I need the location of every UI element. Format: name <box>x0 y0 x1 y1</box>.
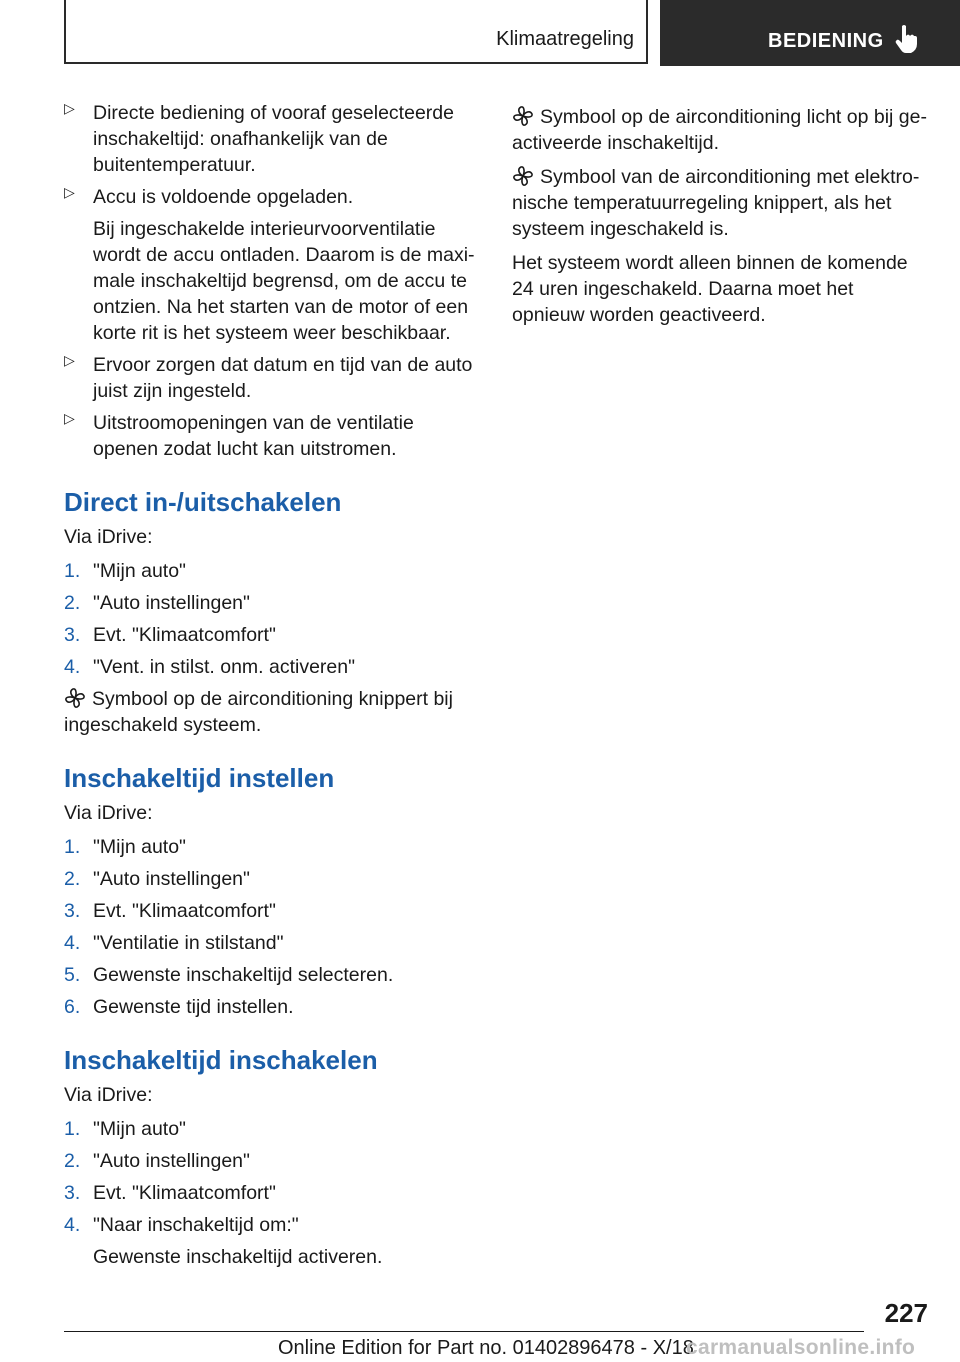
step-number: 2. <box>64 592 81 614</box>
step-text: Evt. "Klimaatcomfort" <box>93 900 276 922</box>
step-text: "Auto instellingen" <box>93 868 250 890</box>
step-number: 3. <box>64 900 81 922</box>
step-text: "Auto instellingen" <box>93 592 250 614</box>
via-idrive-label: Via iDrive: <box>64 526 153 548</box>
list-item <box>64 352 480 404</box>
step-text: "Mijn auto" <box>93 560 186 582</box>
step-item <box>64 962 480 988</box>
step-item <box>64 898 480 924</box>
symbol-note-text: Symbool van de airconditioning met elektronische temperatuurregeling knippert, als het systeem ingeschakeld is. <box>512 166 920 240</box>
bullet-text: Ervoor zorgen dat datum en tijd van de auto juist zijn ingesteld. <box>93 354 473 402</box>
step-text: Evt. "Klimaatcomfort" <box>93 1182 276 1204</box>
edition-footer: Online Edition for Part no. 01402896478 - X/18 <box>278 1337 694 1359</box>
list-item <box>64 100 480 178</box>
steps-list-activate-time <box>64 1116 480 1270</box>
bullet-text: Directe bediening of vooraf geselecteerde inschakeltijd: onafhankelijk van de buitentemperatuur. <box>93 102 454 176</box>
footer-divider <box>64 1331 864 1332</box>
step-item <box>64 994 480 1020</box>
symbol-note <box>512 164 928 242</box>
triangle-bullet-icon: ▷ <box>64 100 75 116</box>
step-number: 6. <box>64 996 81 1018</box>
left-column <box>64 100 480 1276</box>
step-item <box>64 558 480 584</box>
step-number: 4. <box>64 1214 81 1236</box>
list-item <box>64 184 480 346</box>
page-number: 227 <box>884 1298 928 1328</box>
step-text: "Ventilatie in stilstand" <box>93 932 284 954</box>
step-item <box>64 654 480 680</box>
section-heading-activate-time: Inschakeltijd inschakelen <box>64 1045 378 1075</box>
step-item <box>64 1212 480 1270</box>
header-section-title: Klimaatregeling <box>496 28 634 50</box>
step-item <box>64 590 480 616</box>
symbol-note <box>512 104 928 156</box>
step-item <box>64 1116 480 1142</box>
watermark-logo: carmanualsonline.info <box>686 1336 916 1359</box>
step-item <box>64 1180 480 1206</box>
hand-pointer-icon <box>894 24 920 54</box>
step-item <box>64 866 480 892</box>
step-text: Evt. "Klimaatcomfort" <box>93 624 276 646</box>
step-subtext: Gewenste inschakeltijd activeren. <box>93 1246 383 1268</box>
step-number: 4. <box>64 932 81 954</box>
bullet-text: Accu is voldoende opgeladen. <box>93 186 354 208</box>
bullet-text: Uitstroomopeningen van de ventilatie openen zodat lucht kan uitstromen. <box>93 412 414 460</box>
steps-list-direct <box>64 558 480 680</box>
triangle-bullet-icon: ▷ <box>64 184 75 200</box>
bullet-note: Bij ingeschakelde interieurvoorventilatie wordt de accu ontladen. Daarom is de maximale inschakeltijd begrensd, om de accu te ontzien. Na het starten van de motor of een korte rit is het systeem weer beschikbaar. <box>93 218 475 344</box>
list-item <box>64 410 480 462</box>
steps-list-set-time <box>64 834 480 1020</box>
step-number: 4. <box>64 656 81 678</box>
step-text: "Mijn auto" <box>93 836 186 858</box>
symbol-note-text: Symbool op de airconditioning licht op bij geactiveerde inschakeltijd. <box>512 106 927 154</box>
step-text: Gewenste inschakeltijd selecteren. <box>93 964 394 986</box>
step-number: 1. <box>64 836 81 858</box>
step-text: "Naar inschakeltijd om:" <box>93 1214 299 1236</box>
section-heading-direct: Direct in-/uitschakelen <box>64 487 342 517</box>
step-item <box>64 834 480 860</box>
triangle-bullet-icon: ▷ <box>64 410 75 426</box>
step-item <box>64 1148 480 1174</box>
step-number: 2. <box>64 868 81 890</box>
step-number: 3. <box>64 624 81 646</box>
fan-icon <box>64 687 86 709</box>
triangle-bullet-icon: ▷ <box>64 352 75 368</box>
header-chapter-title: BEDIENING <box>768 30 884 52</box>
chapter-tab <box>660 0 960 66</box>
symbol-note <box>64 686 480 738</box>
fan-icon <box>512 165 534 187</box>
via-idrive-label: Via iDrive: <box>64 802 153 824</box>
step-text: "Vent. in stilst. onm. activeren" <box>93 656 356 678</box>
step-number: 1. <box>64 560 81 582</box>
section-heading-set-time: Inschakeltijd instellen <box>64 763 335 793</box>
fan-icon <box>512 105 534 127</box>
step-text: "Mijn auto" <box>93 1118 186 1140</box>
step-text: Gewenste tijd instellen. <box>93 996 294 1018</box>
step-number: 2. <box>64 1150 81 1172</box>
step-number: 1. <box>64 1118 81 1140</box>
symbol-note-text: Symbool op de airconditioning knippert bij ingeschakeld systeem. <box>64 688 453 736</box>
running-header <box>64 0 648 64</box>
step-text: "Auto instellingen" <box>93 1150 250 1172</box>
step-item <box>64 930 480 956</box>
step-number: 5. <box>64 964 81 986</box>
step-item <box>64 622 480 648</box>
body-paragraph: Het systeem wordt alleen binnen de komende 24 uren ingeschakeld. Daarna moet het opnieuw worden geactiveerd. <box>512 252 908 326</box>
step-number: 3. <box>64 1182 81 1204</box>
via-idrive-label: Via iDrive: <box>64 1084 153 1106</box>
right-column <box>512 100 928 328</box>
